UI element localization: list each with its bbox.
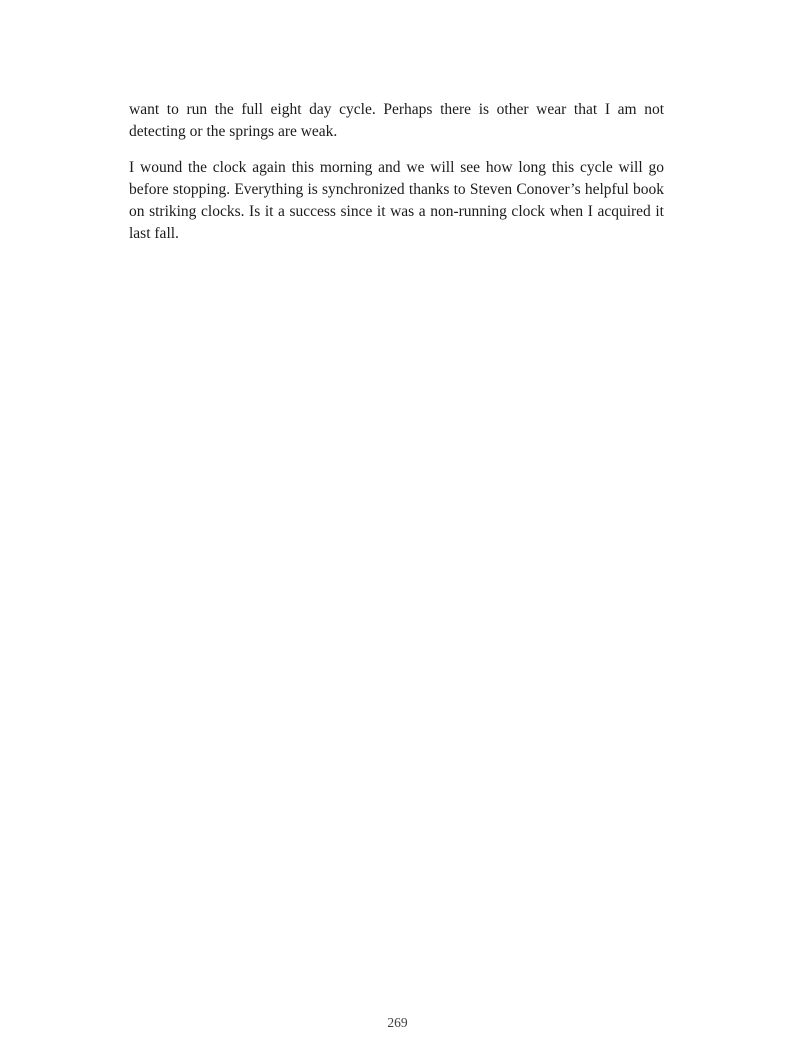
paragraph-2: I wound the clock again this morning and we will see how long this cycle will go before stopping. Everything is synchronized thanks to Steven Conover’s helpful book on striking clocks. Is it a success since it was a non-running clock when I acquired it last fall.	[129, 159, 664, 242]
paragraph-1: want to run the full eight day cycle. Perhaps there is other wear that I am not detecting or the springs are weak.	[129, 101, 664, 140]
body-text	[129, 99, 664, 259]
page-number: 269	[387, 1015, 408, 1030]
